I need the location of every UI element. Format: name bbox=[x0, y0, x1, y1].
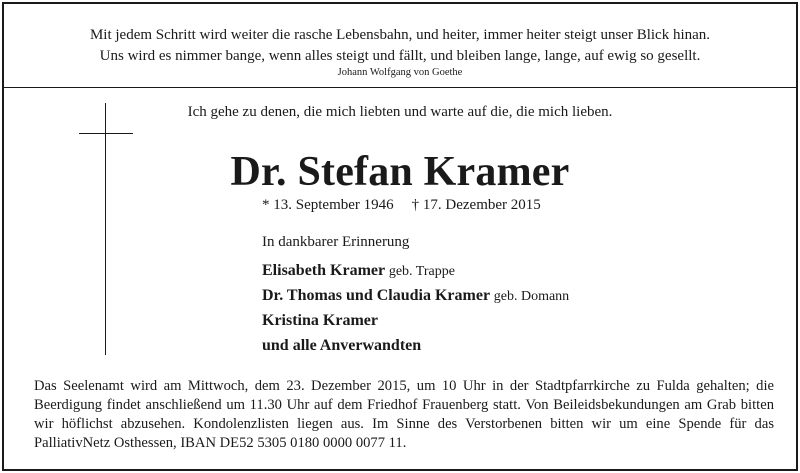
separator-line bbox=[4, 87, 796, 88]
funeral-notice: Das Seelenamt wird am Mittwoch, dem 23. Dezember 2015, um 10 Uhr in der Stadtpfarrkirche zu Fulda gehalten; die Beerdigung findet anschließend um 11.30 Uhr auf dem Friedhof Frauenberg statt. Von Beileidsbekundungen am Grab bitten wir höflichst abzusehen. Kondolenzlisten liegen aus. Im Sinne des Verstorbenen bitten wir um eine Spende für das PalliativNetz Osthessen, IBAN DE52 5305 0180 0000 0077 11. bbox=[34, 378, 774, 451]
death-date: † 17. Dezember 2015 bbox=[411, 197, 541, 213]
mourner-name: und alle Anverwandten bbox=[262, 337, 422, 354]
mourner-name: Kristina Kramer bbox=[262, 312, 378, 329]
deceased-name: Dr. Stefan Kramer bbox=[230, 149, 570, 195]
quote-line-1: Mit jedem Schritt wird weiter die rasche Lebensbahn, und heiter, immer heiter steigt unser Blick hinan. bbox=[89, 27, 711, 43]
mourner bbox=[262, 262, 455, 280]
mourner-nee: geb. Trappe bbox=[388, 264, 455, 279]
memory-label: In dankbarer Erinnerung bbox=[262, 234, 410, 250]
mourner bbox=[262, 312, 378, 330]
quote-author: Johann Wolfgang von Goethe bbox=[337, 67, 463, 78]
cross-icon-vertical bbox=[105, 103, 106, 355]
mourner bbox=[262, 337, 421, 355]
quote-line-2: Uns wird es nimmer bange, wenn alles steigt und fällt, und bleiben lange, lange, auf ewig so gesellt. bbox=[99, 48, 701, 64]
mourner-name: Dr. Thomas und Claudia Kramer bbox=[262, 287, 490, 304]
mourner bbox=[262, 287, 569, 305]
motto: Ich gehe zu denen, die mich liebten und warte auf die, die mich lieben. bbox=[187, 104, 613, 120]
cross-icon-horizontal bbox=[79, 133, 133, 134]
life-dates bbox=[262, 197, 541, 214]
mourner-nee: geb. Domann bbox=[493, 289, 570, 304]
mourner-name: Elisabeth Kramer bbox=[262, 262, 385, 279]
birth-date: * 13. September 1946 bbox=[262, 197, 394, 213]
